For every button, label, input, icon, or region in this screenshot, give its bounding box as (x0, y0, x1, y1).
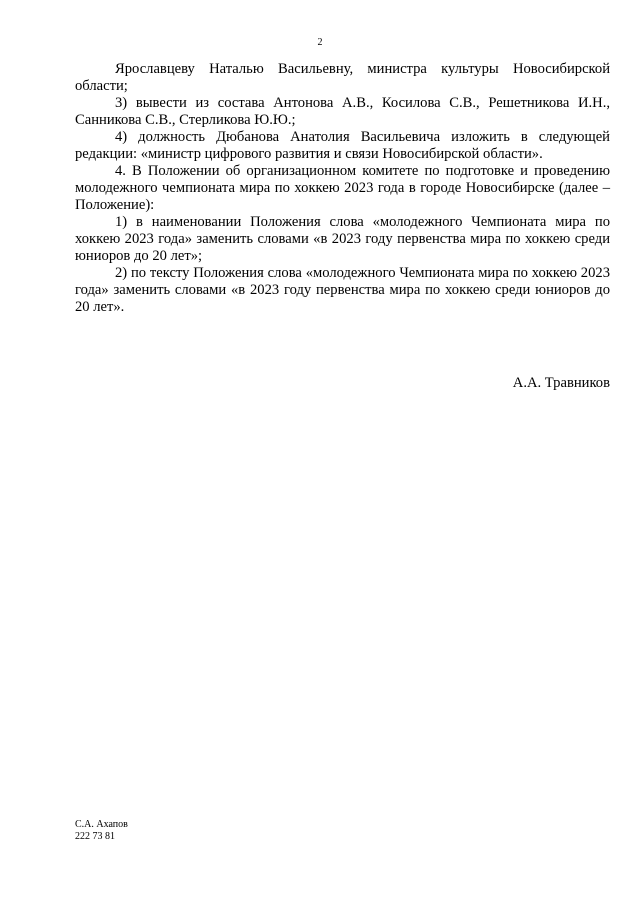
paragraph: Ярославцеву Наталью Васильевну, министра культуры Новосибирской области; (75, 61, 610, 94)
paragraph: 4. В Положении об организационном комитете по подготовке и проведению молодежного чемпионата мира по хоккею 2023 года в городе Новосибирске (далее – Положение): (75, 163, 610, 213)
paragraph: 3) вывести из состава Антонова А.В., Косилова С.В., Решетникова И.Н., Санникова С.В., Стерликова Ю.Ю.; (75, 95, 610, 128)
document-body (75, 61, 610, 316)
page-number: 2 (317, 37, 323, 48)
paragraph: 4) должность Дюбанова Анатолия Васильевича изложить в следующей редакции: «министр цифрового развития и связи Новосибирской области». (75, 129, 610, 162)
paragraph: 1) в наименовании Положения слова «молодежного Чемпионата мира по хоккею 2023 года» заменить словами «в 2023 году первенства мира по хоккею среди юниоров до 20 лет»; (75, 214, 610, 264)
executor-phone: 222 73 81 (75, 831, 115, 842)
executor-name: С.А. Ахапов (75, 819, 128, 830)
executor-info (75, 819, 128, 843)
signature-name: А.А. Травников (512, 375, 610, 391)
paragraph: 2) по тексту Положения слова «молодежного Чемпионата мира по хоккею 2023 года» заменить словами «в 2023 году первенства мира по хоккею среди юниоров до 20 лет». (75, 265, 610, 315)
